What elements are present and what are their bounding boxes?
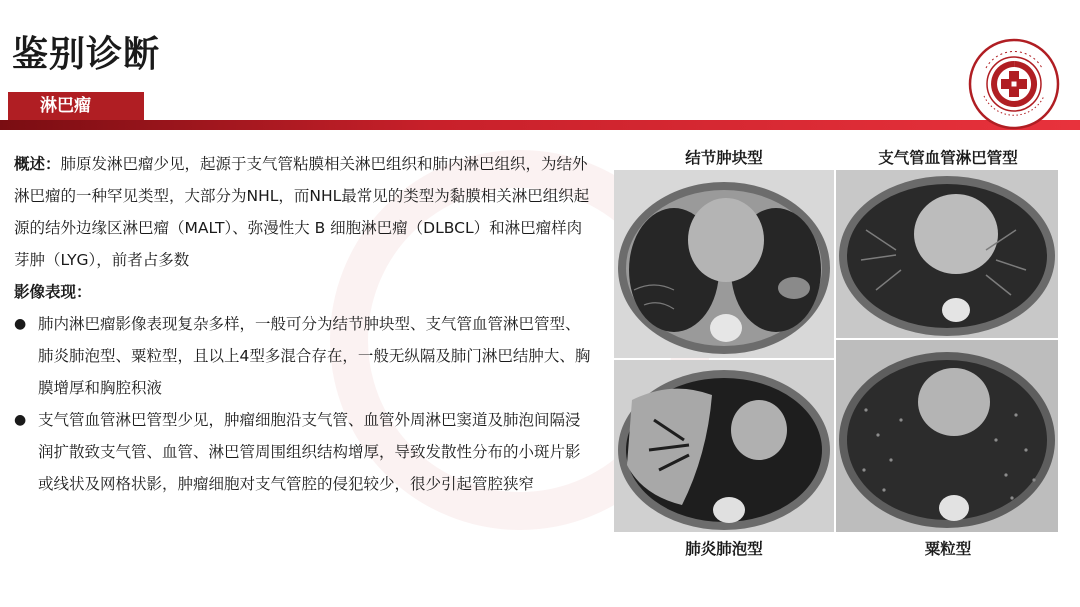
bullet-text: 支气管血管淋巴管型少见，肿瘤细胞沿支气管、血管外周淋巴窦道及肺泡间隔浸润扩散致支气管、血管、淋巴管周围组织结构增厚，导致发散性分布的小斑片影或线状及网格状影，肿瘤细胞对支气管腔的侵犯较少，很少引起管腔狭窄 bbox=[38, 411, 581, 493]
section-tab bbox=[8, 92, 144, 120]
ct-image-miliary bbox=[836, 340, 1058, 532]
page-title: 鉴别诊断 bbox=[12, 34, 161, 75]
overview-label: 概述： bbox=[14, 155, 61, 173]
hospital-logo-icon bbox=[968, 38, 1060, 130]
bullet-dot-icon: ● bbox=[14, 412, 27, 428]
section-tab-label: 淋巴瘤 bbox=[40, 96, 91, 116]
bullet-item bbox=[14, 404, 594, 500]
description-block bbox=[14, 148, 594, 500]
caption-miliary: 粟粒型 bbox=[924, 540, 972, 558]
bullet-dot-icon: ● bbox=[14, 316, 27, 332]
overview-text: 肺原发淋巴瘤少见，起源于支气管粘膜相关淋巴组织和肺内淋巴组织，为结外淋巴瘤的一种罕见类型，大部分为NHL，而NHL最常见的类型为黏膜相关淋巴组织起源的结外边缘区淋巴瘤（MALT）、弥漫性大 B 细胞淋巴瘤（DLBCL）和淋巴瘤样肉芽肿（LYG），前者占多数 bbox=[14, 155, 590, 269]
imaging-label: 影像表现： bbox=[14, 283, 92, 301]
ct-image-nodular bbox=[614, 170, 834, 358]
header-rule bbox=[0, 120, 1080, 130]
caption-pneumonic: 肺炎肺泡型 bbox=[685, 540, 763, 558]
bullet-item bbox=[14, 308, 594, 404]
ct-image-pneumonic bbox=[614, 360, 834, 532]
bullet-text: 肺内淋巴瘤影像表现复杂多样，一般可分为结节肿块型、支气管血管淋巴管型、肺炎肺泡型、粟粒型，且以上4型多混合存在，一般无纵隔及肺门淋巴结肿大、胸膜增厚和胸腔积液 bbox=[38, 315, 591, 397]
caption-nodular: 结节肿块型 bbox=[685, 149, 763, 167]
caption-bronchovascular: 支气管血管淋巴管型 bbox=[878, 149, 1018, 167]
ct-image-bronchovascular bbox=[836, 170, 1058, 338]
overview-paragraph bbox=[14, 148, 594, 276]
